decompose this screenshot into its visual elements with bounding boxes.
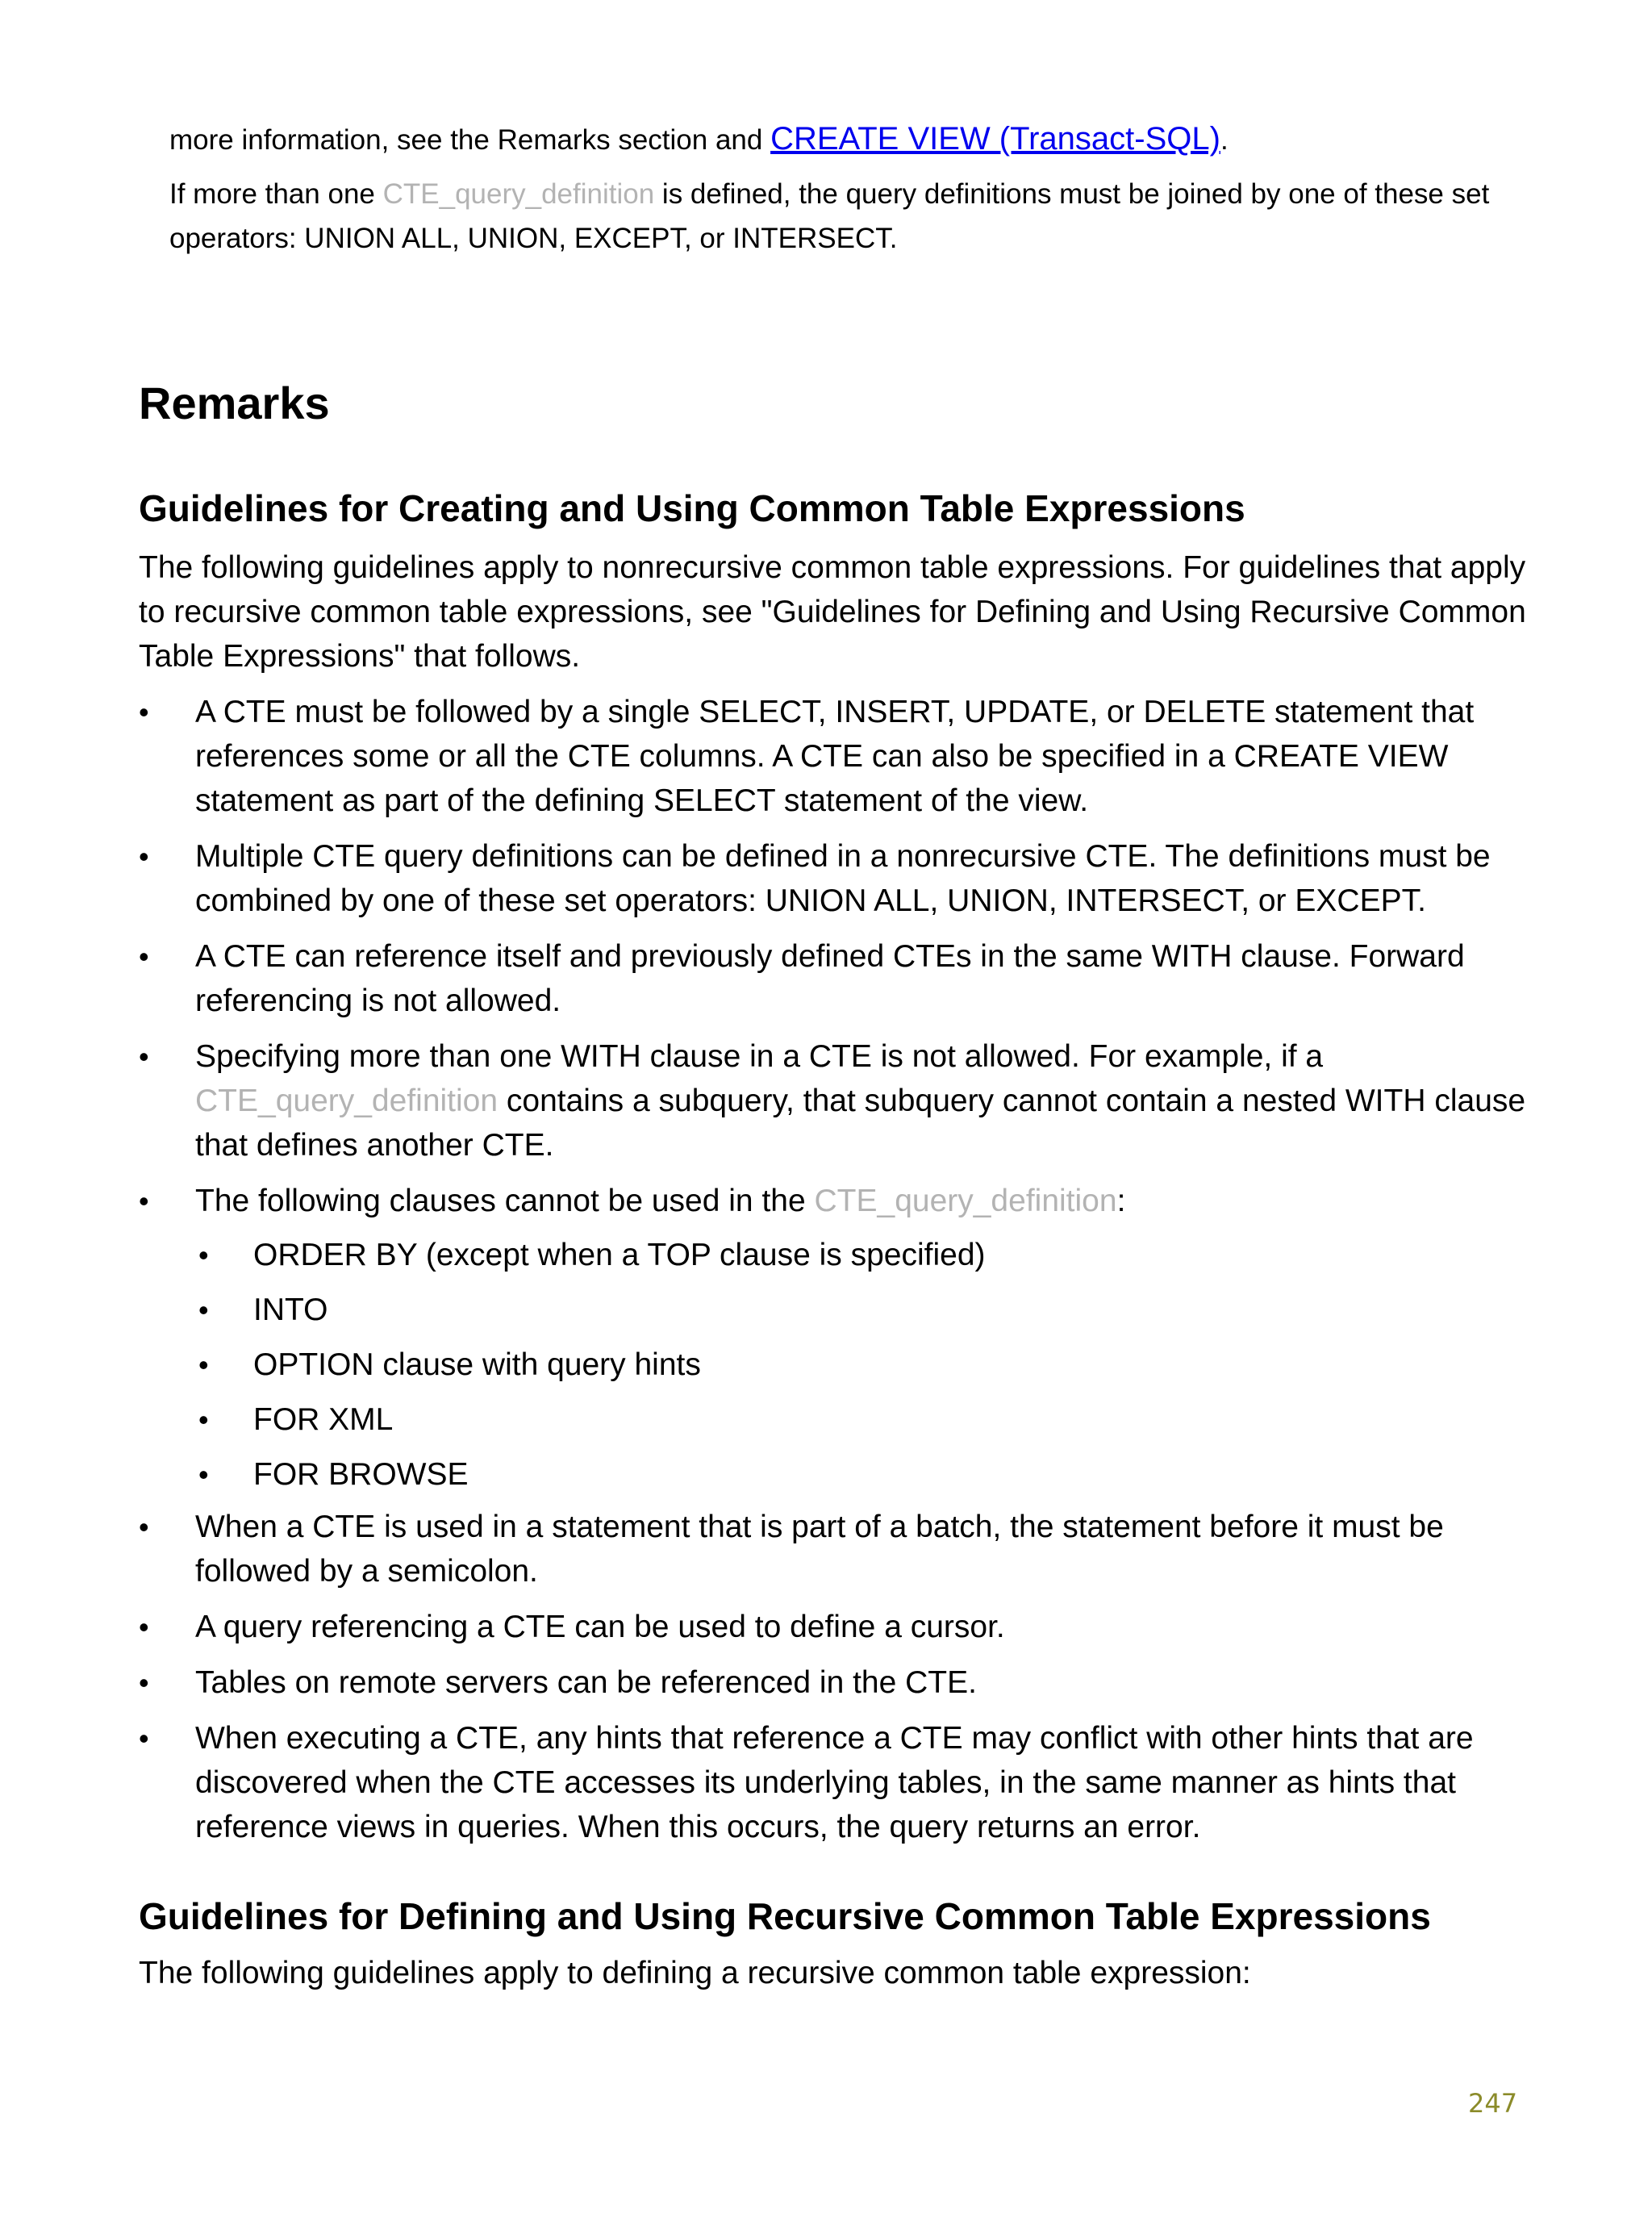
cte-query-definition-term: CTE_query_definition (195, 1084, 499, 1118)
intro-paragraph (169, 172, 1492, 261)
list-item: • A query referencing a CTE can be used to define a cursor. (139, 1605, 1526, 1649)
remarks-heading: Remarks (139, 378, 330, 428)
list-item-text: The following clauses cannot be used in the (195, 1184, 815, 1218)
page-number: 247 (1468, 2088, 1518, 2119)
list-item-text: Specifying more than one WITH clause in a CTE is not allowed. For example, if a (195, 1039, 1324, 1074)
list-item (139, 1179, 1526, 1497)
sub-list-item: • FOR BROWSE (195, 1452, 1526, 1497)
intro-text: is defined, the query definitions must be joined by one of these set operators: UNION ALL, UNION, EXCEPT, or INTERSECT. (169, 178, 1490, 254)
nonrecursive-intro-paragraph: The following guidelines apply to nonrecursive common table expressions. For guidelines that apply to recursive common table expressions, see "Guidelines for Defining and Using Recursive Common Table Expressions" that follows. (139, 550, 1526, 674)
intro-line (169, 117, 1492, 162)
intro-text: more information, see the Remarks section and (169, 124, 771, 156)
cte-query-definition-term: CTE_query_definition (382, 178, 655, 210)
intro-text: If more than one (169, 178, 383, 210)
sub-list-item: • INTO (195, 1288, 1526, 1332)
list-item-text: : (1116, 1184, 1126, 1218)
list-item: • When a CTE is used in a statement that is part of a batch, the statement before it must be followed by a semicolon. (139, 1505, 1526, 1593)
nonrecursive-guidelines-heading: Guidelines for Creating and Using Common Table Expressions (139, 487, 1245, 529)
recursive-guidelines-heading: Guidelines for Defining and Using Recursive Common Table Expressions (139, 1895, 1431, 1937)
list-item-text: contains a subquery, that subquery cannot contain a nested WITH clause that defines another CTE. (195, 1084, 1526, 1163)
disallowed-clauses-list (195, 1233, 1526, 1497)
list-item: • A CTE must be followed by a single SELECT, INSERT, UPDATE, or DELETE statement that references some or all the CTE columns. A CTE can also be specified in a CREATE VIEW statement as part of the defining SELECT statement of the view. (139, 690, 1526, 823)
list-item: • Tables on remote servers can be referenced in the CTE. (139, 1660, 1526, 1705)
recursive-intro-paragraph: The following guidelines apply to defining a recursive common table expression: (139, 1956, 1251, 1990)
sub-list-item: • OPTION clause with query hints (195, 1343, 1526, 1387)
intro-period: . (1220, 124, 1229, 156)
create-view-link[interactable]: CREATE VIEW (Transact-SQL) (770, 121, 1220, 157)
nonrecursive-guidelines-list (139, 690, 1526, 1861)
list-item: • When executing a CTE, any hints that reference a CTE may conflict with other hints that are discovered when the CTE accesses its underlying tables, in the same manner as hints that reference views in queries. When this occurs, the query returns an error. (139, 1716, 1526, 1849)
sub-list-item: • FOR XML (195, 1397, 1526, 1442)
cte-query-definition-term: CTE_query_definition (814, 1184, 1117, 1218)
sub-list-item: • ORDER BY (except when a TOP clause is specified) (195, 1233, 1526, 1277)
list-item (139, 1034, 1526, 1167)
list-item: • Multiple CTE query definitions can be defined in a nonrecursive CTE. The definitions must be combined by one of these set operators: UNION ALL, UNION, INTERSECT, or EXCEPT. (139, 834, 1526, 923)
list-item: • A CTE can reference itself and previously defined CTEs in the same WITH clause. Forward referencing is not allowed. (139, 934, 1526, 1023)
